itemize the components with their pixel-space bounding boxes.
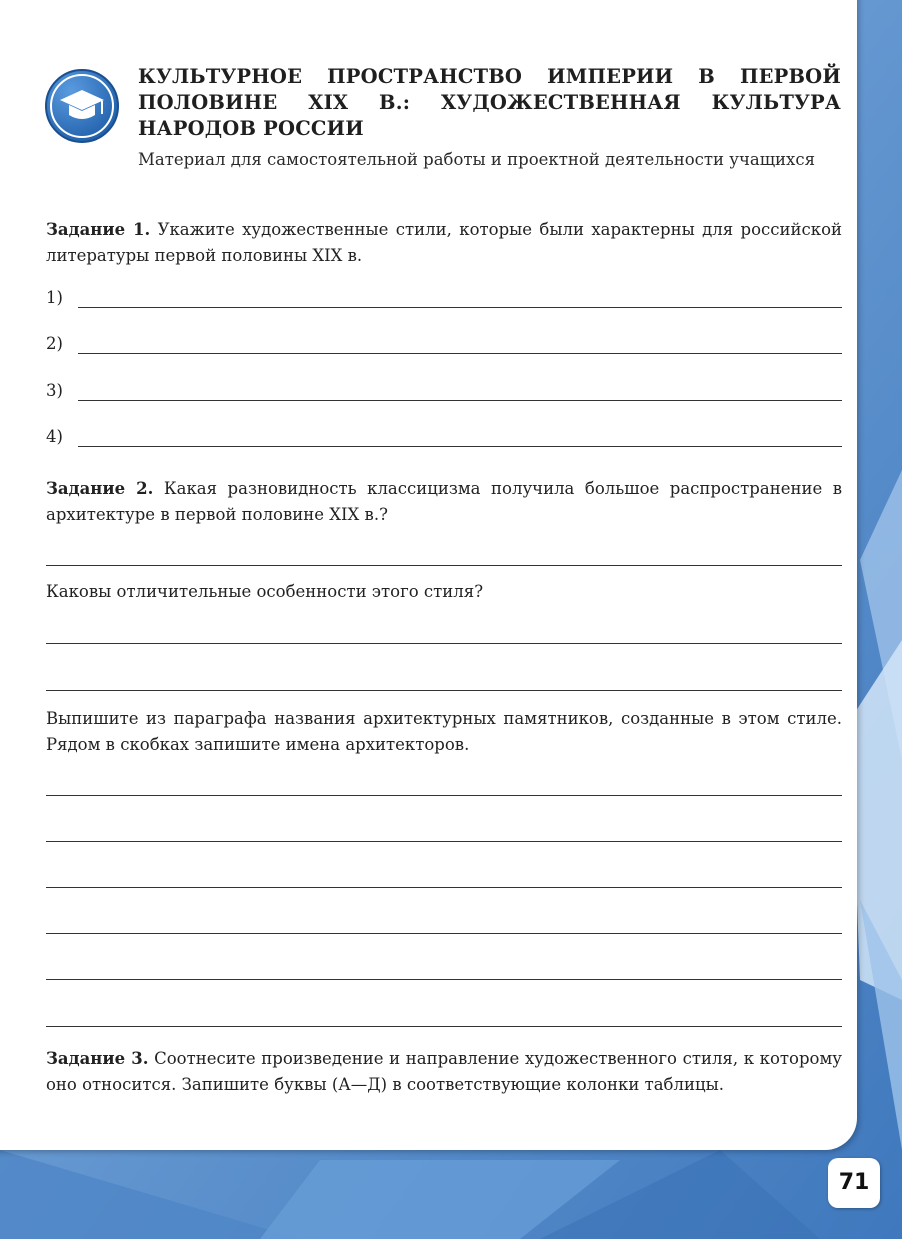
- answer-line[interactable]: [46, 887, 842, 888]
- task1-question: Укажите художественные стили, которые были характерны для российской литературы первой половины XIX в.: [46, 220, 842, 265]
- task1-text: [46, 217, 842, 269]
- answer-line[interactable]: [46, 565, 842, 566]
- answer-line-4[interactable]: [46, 427, 842, 451]
- answer-line[interactable]: [46, 933, 842, 934]
- answer-number: 4): [46, 427, 63, 446]
- answer-line[interactable]: [46, 841, 842, 842]
- task3-label: Задание 3.: [46, 1049, 149, 1068]
- answer-rule: [78, 446, 842, 447]
- answer-rule: [78, 353, 842, 354]
- task2-question: Какая разновидность классицизма получила большое распространение в архитектуре в первой половине XIX в.?: [46, 479, 843, 524]
- answer-line[interactable]: [46, 795, 842, 796]
- task2-text: [46, 476, 842, 528]
- lesson-title: КУЛЬТУРНОЕ ПРОСТРАНСТВО ИМПЕРИИ В ПЕРВОЙ ПОЛОВИНЕ XIX В.: ХУДОЖЕСТВЕННАЯ КУЛЬТУРА НАРОДОВ РОССИИ: [138, 65, 841, 140]
- answer-line-1[interactable]: [46, 288, 842, 312]
- answer-line[interactable]: [46, 643, 842, 644]
- graduation-cap-icon: [44, 68, 120, 144]
- answer-line-2[interactable]: [46, 334, 842, 358]
- answer-line[interactable]: [46, 690, 842, 691]
- task1-label: Задание 1.: [46, 220, 151, 239]
- answer-number: 2): [46, 334, 63, 353]
- answer-line[interactable]: [46, 1026, 842, 1027]
- answer-line-3[interactable]: [46, 381, 842, 405]
- page-number: 71: [828, 1158, 880, 1208]
- task2-question-2: Каковы отличительные особенности этого стиля?: [46, 582, 484, 601]
- task3-question: Соотнесите произведение и направление художественного стиля, к которому оно относится. Запишите буквы (А—Д) в соответствующие колонки таблицы.: [46, 1049, 843, 1094]
- task3-text: [46, 1046, 842, 1098]
- answer-line[interactable]: [46, 979, 842, 980]
- answer-rule: [78, 307, 842, 308]
- answer-rule: [78, 400, 842, 401]
- answer-number: 3): [46, 381, 63, 400]
- lesson-subtitle: Материал для самостоятельной работы и проектной деятельности учащихся: [138, 150, 815, 169]
- task2-label: Задание 2.: [46, 479, 154, 498]
- answer-number: 1): [46, 288, 63, 307]
- task2-question-3: Выпишите из параграфа названия архитектурных памятников, созданные в этом стиле. Рядом в скобках запишите имена архитекторов.: [46, 709, 842, 754]
